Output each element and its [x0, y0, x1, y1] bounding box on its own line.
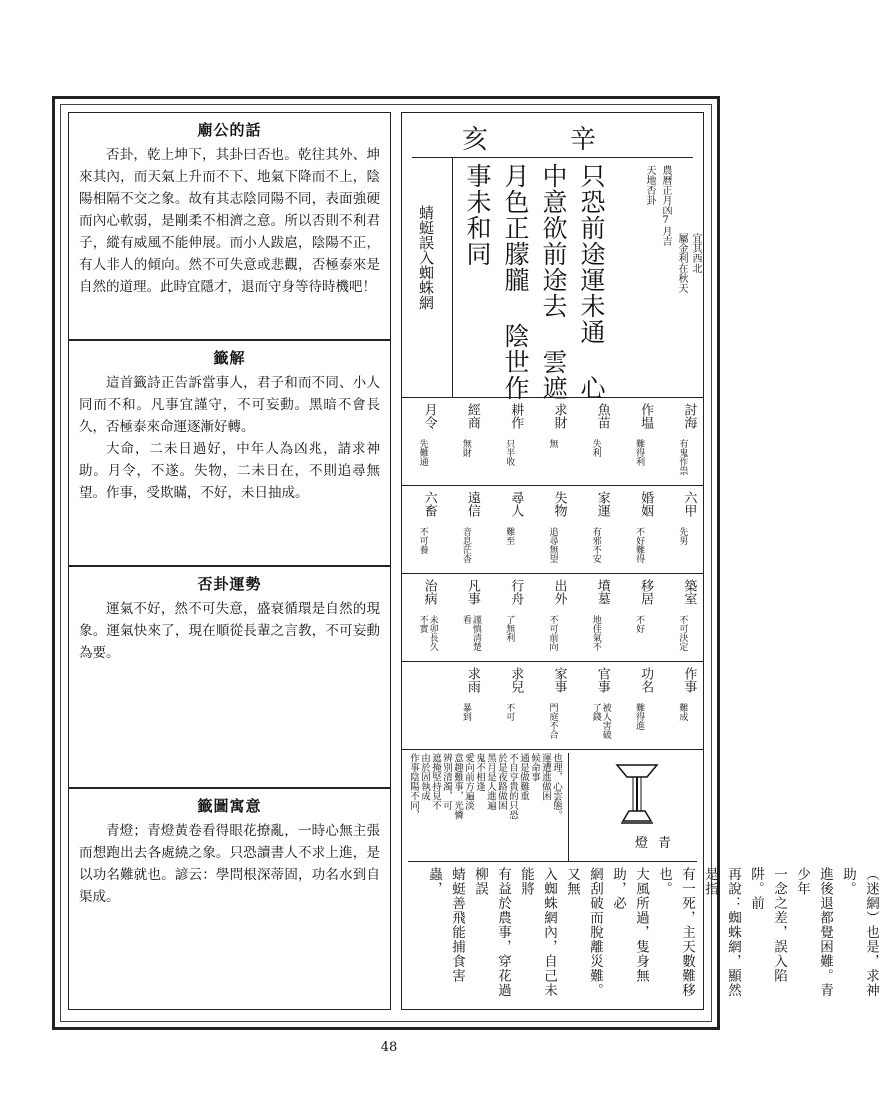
grid-key: 凡事 — [464, 579, 480, 605]
grid-key: 家運 — [594, 491, 610, 517]
text-line: 不自亨貴的只恐 — [507, 753, 518, 820]
grid-value: 失利 — [590, 439, 601, 457]
text-line: 進後退都覺困難。青少年 — [794, 867, 833, 998]
grid-value: 未卯長久不實 — [417, 615, 438, 651]
text-line: 網刮破而脫離災難。又無 — [564, 867, 603, 998]
grid-key: 行舟 — [508, 579, 524, 605]
poem-line-4: 只恐前途運未通 — [577, 163, 606, 345]
lunar-info: 農曆正月凶7月吉 — [660, 165, 671, 246]
grid-key: 墳墓 — [594, 579, 610, 605]
grid-key: 求兒 — [508, 667, 524, 693]
picture-title: 籤圖寓意 — [197, 797, 262, 815]
grid-key: 家事 — [551, 667, 567, 693]
text-line: 一念之差，誤入陷阱。前 — [748, 867, 787, 983]
picture-section — [68, 788, 391, 1010]
grid-value: 只半收 — [504, 439, 515, 466]
fortune-panel — [401, 112, 879, 1010]
element-info: 屬金利在秋天 — [676, 233, 687, 293]
text-line: （迷網）也是，求神助。 — [840, 867, 879, 998]
explain-para-2: 大命，二未日過好，中年人為凶兆，請求神助。月令，不遂。失物，二未日在，不則追尋無望。作事，受欺瞞，不好，未日抽成。 — [79, 441, 380, 501]
stem-hai: 亥 — [462, 125, 495, 155]
grid-value: 無財 — [460, 439, 471, 457]
hex-info: 天地否卦 — [644, 165, 655, 205]
text-line: 蜻蜓善飛能捕食害蟲， — [426, 867, 465, 983]
grid-key: 失物 — [551, 491, 567, 517]
text-line: 入蜘蛛網內，自己未能將 — [518, 867, 557, 998]
grid-value: 被人害破了錢 — [590, 703, 611, 739]
grid-value: 先難通 — [417, 439, 428, 466]
grid-key: 作塭 — [638, 403, 654, 429]
grid-value: 難成 — [677, 703, 688, 721]
grid-key: 魚苗 — [594, 403, 610, 429]
lamp-icon — [607, 759, 667, 829]
grid-value: 不可養 — [417, 527, 428, 554]
text-line: 愛向前方遍淡 — [463, 753, 474, 810]
text-line: 運遭進做困 — [540, 753, 551, 801]
text-line: 鬼不相逢 — [474, 753, 485, 791]
text-line: 意趣難事，光憐 — [452, 753, 463, 820]
grid-key: 遠信 — [464, 491, 480, 517]
explain-section — [68, 340, 391, 566]
grid-value: 先男 — [677, 527, 688, 545]
grid-value: 不可決定 — [677, 615, 688, 651]
grid-key: 治病 — [421, 579, 437, 605]
grid-key: 求雨 — [464, 667, 480, 693]
grid-value: 追尋無望 — [547, 527, 558, 563]
direction-info: 宜其西北 — [690, 233, 701, 273]
poem-line-1: 陰世作事未和同 — [463, 163, 530, 401]
grid-key: 官事 — [594, 667, 610, 693]
grid-value: 地佳氣不 — [590, 615, 601, 651]
grid-key: 出外 — [551, 579, 567, 605]
text-line: 候命事 — [529, 753, 540, 782]
grid-key: 討海 — [681, 403, 697, 429]
poem-block — [458, 163, 610, 403]
grid-value: 暴到 — [460, 703, 471, 721]
text-line: 有益於農事，穿花過柳誤 — [472, 867, 511, 998]
grid-key: 經商 — [464, 403, 480, 429]
text-line: 有一死，主天數難移也。 — [656, 867, 695, 998]
grid-key: 築室 — [681, 579, 697, 605]
stem-xin: 辛 — [570, 125, 603, 155]
text-line: 遮掩堅持見不 — [430, 753, 441, 810]
poem-line-2: 雲遮月色正朦朧 — [501, 163, 568, 401]
luck-title: 否卦運勢 — [197, 575, 262, 593]
grid-value: 門庭不合 — [547, 703, 558, 739]
grid-value: 不可前向 — [547, 615, 558, 651]
grid-row-1 — [402, 401, 705, 483]
grid-key: 尋人 — [508, 491, 524, 517]
text-line: 黑月是人進遍 — [485, 753, 496, 810]
poem-line-3: 心中意欲前途去 — [539, 163, 606, 401]
grid-value: 難至 — [504, 527, 515, 545]
grid-value: 了無利 — [504, 615, 515, 642]
explain-title: 籤解 — [213, 349, 246, 367]
text-line: 再說：蜘蛛網，顯然是指 — [702, 867, 741, 998]
lamp-label: 燈青 — [635, 836, 682, 851]
grid-value: 不好 — [634, 615, 645, 633]
grid-key: 作事 — [681, 667, 697, 693]
temple-title: 廟公的話 — [197, 121, 262, 139]
grid-key: 六畜 — [421, 491, 437, 517]
grid-value: 無 — [547, 439, 558, 448]
grid-value: 有鬼作祟 — [677, 439, 688, 475]
grid-key: 婚姻 — [638, 491, 654, 517]
grid-key: 移居 — [638, 579, 654, 605]
explain-para-1: 這首籤詩正告訴當事人，君子和而不同、小人同而不和。凡事宜謹守，不可妄動。黑暗不會長久，否極泰來命運逐漸好轉。 — [79, 375, 380, 435]
grid-value: 音息茫杳 — [460, 527, 471, 563]
grid-value: 有邪不安 — [590, 527, 601, 563]
text-line: 辨別清濁，可 — [441, 753, 452, 810]
text-line: 也理，心雲態。 — [551, 753, 562, 820]
grid-key: 六甲 — [681, 491, 697, 517]
grid-value: 不可 — [504, 703, 515, 721]
grid-key: 耕作 — [508, 403, 524, 429]
story-block — [422, 867, 882, 1007]
grid-key: 功名 — [638, 667, 654, 693]
text-line: 作事陰陽不同， — [408, 753, 419, 820]
text-line: 大風所過，隻身無助，必 — [610, 867, 649, 983]
page-number: 48 — [380, 1040, 398, 1055]
luck-section — [68, 566, 391, 788]
picture-body: 青燈；青燈黃卷看得眼花撩亂，一時心無主張而想跑出去各處繞之象。只恐讀書人不求上進，是以功名難就也。諺云：學問根深蒂固，功名水到自渠成。 — [79, 823, 380, 905]
grid-row-3 — [402, 577, 705, 659]
grid-key: 月令 — [421, 403, 437, 429]
grid-row-4 — [402, 665, 705, 747]
grid-value: 難得進 — [634, 703, 645, 730]
interpretation-note — [408, 753, 562, 851]
grid-value: 不好難得 — [634, 527, 645, 563]
lamp-box — [568, 753, 705, 861]
luck-body: 運氣不好，然不可失意，盛衰循環是自然的現象。運氣快來了，現在順從長輩之言教，不可妄動為要。 — [79, 601, 380, 661]
temple-section — [68, 112, 391, 340]
grid-value: 難得利 — [634, 439, 645, 466]
text-line: 於是夜路做困 — [496, 753, 507, 810]
temple-body: 否卦，乾上坤下，其卦曰否也。乾往其外、坤來其內，而天氣上升而不下、地氣下降而不上，陰陽相隔不交之象。故有其志陰同陽不同，表面強硬而內心軟弱，是剛柔不相濟之意。所以否則不利君子，縱有威風不能伸展。而小人跋扈，陰陽不正，有人非人的傾向。然不可失意或悲觀，否極泰來是自然的道理。此時宜隱才，退而守身等待時機吧！ — [79, 147, 380, 295]
grid-value: 謹慎清楚看 — [460, 615, 481, 651]
text-line: 通是做難重 — [518, 753, 529, 801]
grid-key: 求財 — [551, 403, 567, 429]
text-line: 由於固執成 — [419, 753, 430, 801]
grid-row-2 — [402, 489, 705, 571]
fortune-title: 蜻蜓誤入蜘蛛網 — [417, 205, 435, 310]
